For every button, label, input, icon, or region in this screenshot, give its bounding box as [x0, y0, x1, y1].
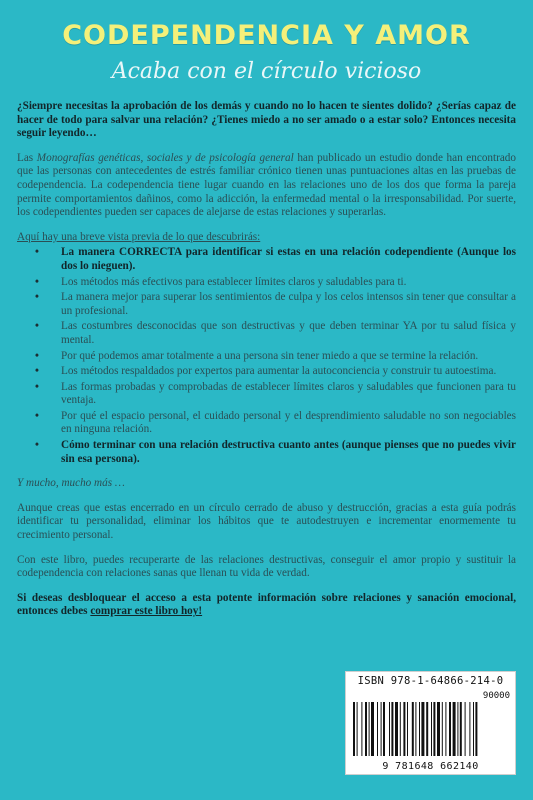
list-item: • Por qué podemos amar totalmente a una persona sin tener miedo a que se termine la relación. — [61, 350, 516, 364]
price-code: 90000 — [482, 691, 510, 701]
book-subtitle: Acaba con el círculo vicioso — [111, 59, 422, 84]
list-item: • Los métodos más efectivos para establecer límites claros y saludables para ti. — [61, 276, 516, 290]
study-paragraph-post: han publicado un estudio donde han encontrado que las personas con antecedentes de estrés familiar crónico tienen unas puntuaciones altas en las pruebas de codependencia. La codependencia tiene lugar cuando en las relaciones uno de los dos que forma la pareja permite comportamientos dañinos, como la adicción, la enfermedad mental o la irresponsabilidad. Por suerte, los codependientes pueden ser capaces de alejarse de estas relaciones y superarlas. — [17, 151, 516, 219]
study-paragraph — [17, 152, 516, 220]
list-item: • Los métodos respaldados por expertos para aumentar la autoconciencia y construir tu autoestima. — [61, 365, 516, 379]
preview-list — [17, 246, 516, 466]
study-journal-name: Monografías genéticas, sociales y de psicología general — [36, 151, 294, 164]
preview-heading: Aquí hay una breve vista previa de lo que descubrirás: — [17, 230, 261, 243]
list-item: • Cómo terminar con una relación destructiva cuanto antes (aunque pienses que no puedes vivir sin esa persona). — [61, 439, 516, 466]
call-to-action — [17, 592, 516, 619]
ean-number: 9 781648 662140 — [382, 761, 479, 772]
growth-paragraph: Aunque creas que estas encerrado en un círculo cerrado de abuso y destrucción, gracias a esta guía podrás identificar tu personalidad, eliminar los hábitos que te autodestruyen e incrementar enormemente tu crecimiento personal. — [17, 501, 516, 542]
isbn-number: ISBN 978-1-64866-214-0 — [357, 675, 504, 687]
back-cover-text — [17, 100, 516, 630]
study-paragraph-pre: Las — [17, 151, 37, 164]
list-item: • Las costumbres desconocidas que son destructivas y que deben terminar YA por tu salud física y mental. — [61, 320, 516, 347]
buy-link[interactable]: comprar este libro hoy! — [90, 605, 203, 618]
list-item: • Por qué el espacio personal, el cuidado personal y el desprendimiento saludable no son negociables en ninguna relación. — [61, 410, 516, 437]
intro-questions: ¿Siempre necesitas la aprobación de los demás y cuando no lo hacen te sientes dolido? ¿Serías capaz de hacer de todo para salvar una relación? ¿Tienes miedo a no ser amado o a estar solo? Entonces necesita seguir leyendo… — [17, 100, 516, 140]
list-item: • Las formas probadas y comprobadas de establecer límites claros y saludables que funcionen para tu ventaja. — [61, 381, 516, 408]
book-title: CODEPENDENCIA Y AMOR — [62, 20, 471, 51]
barcode-icon — [353, 702, 508, 756]
list-item: • La manera CORRECTA para identificar si estas en una relación codependiente (Aunque los dos lo nieguen). — [61, 246, 516, 273]
call-to-action-text: Si deseas desbloquear el acceso a esta potente información sobre relaciones y sanación emocional, entonces debes — [17, 591, 516, 618]
isbn-barcode — [345, 671, 516, 775]
list-item: • La manera mejor para superar los sentimientos de culpa y los celos intensos sin tener que consultar a un profesional. — [61, 291, 516, 318]
and-more-text: Y mucho, mucho más … — [17, 477, 125, 490]
recovery-paragraph: Con este libro, puedes recuperarte de las relaciones destructivas, conseguir el amor propio y sustituir la codependencia con relaciones sanas que llenan tu vida de verdad. — [17, 553, 516, 580]
